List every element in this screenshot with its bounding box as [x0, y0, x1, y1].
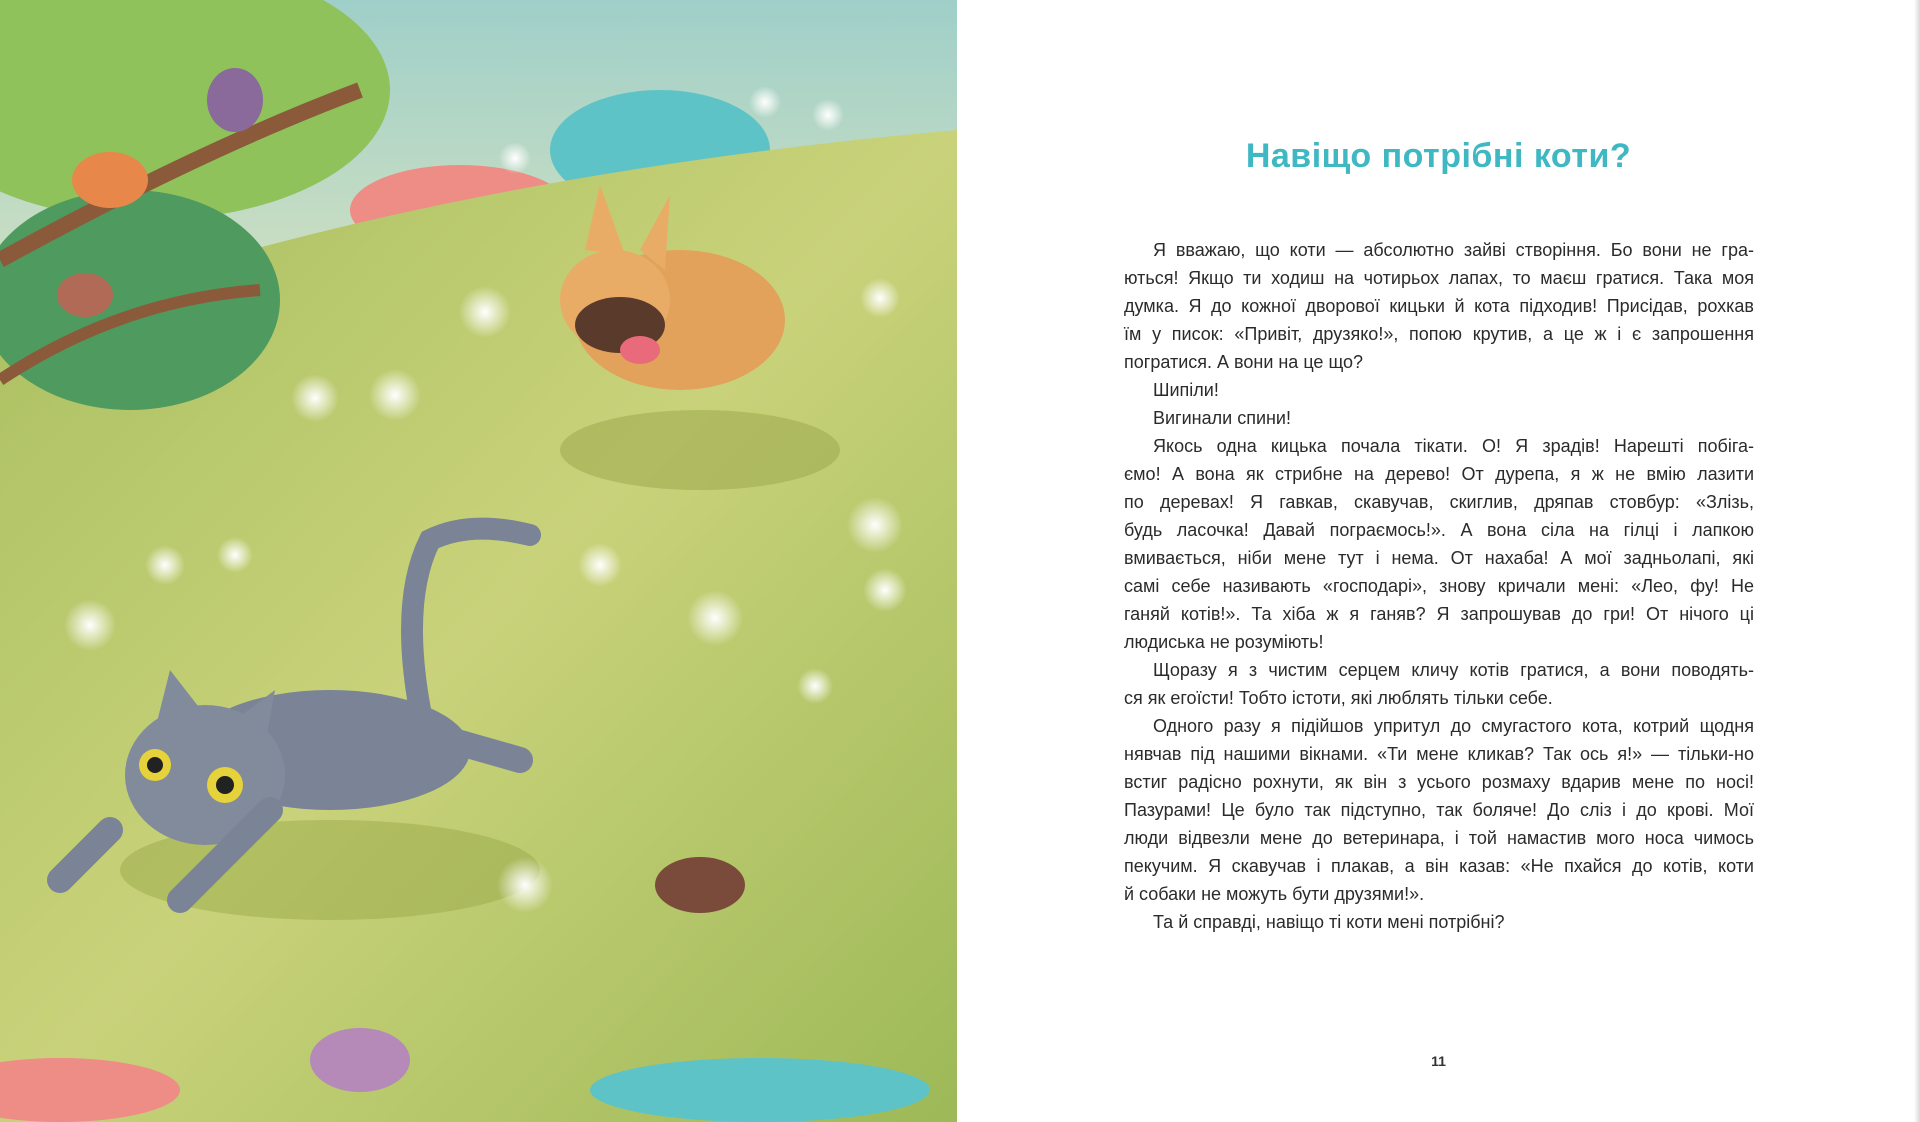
- page-edge: [1914, 0, 1920, 1122]
- paragraph: [1124, 908, 1754, 936]
- text-line: погратися. А вони на це що?: [1124, 352, 1364, 372]
- text-line: Якось одна кицька почала тікати. О! Я зрадів! Нарешті побіга-: [1153, 436, 1754, 456]
- text-line: думка. Я до кожної дворової кицьки й кота підходив! Присідав, рохкав: [1124, 296, 1754, 316]
- paragraph: [1124, 404, 1754, 432]
- text-line: люди відвезли мене до ветеринара, і той намастив мого носа чимось: [1124, 828, 1754, 848]
- text-page: [957, 0, 1920, 1122]
- text-line: їм у писок: «Привіт, друзяко!», попою крутив, а це ж і є запрошення: [1124, 324, 1754, 344]
- book-illustration: [0, 0, 957, 1122]
- text-line: ся як егоїсти! Тобто істоти, які люблять тільки себе.: [1124, 688, 1553, 708]
- paragraph: [1124, 432, 1754, 656]
- text-line: ганяй котів!». Та хіба ж я ганяв? Я запрошував до гри! От нічого ці: [1124, 604, 1754, 624]
- text-line: пекучим. Я скавучав і плакав, а він казав: «Не пхайся до котів, коти: [1124, 856, 1754, 876]
- paragraph: [1124, 656, 1754, 712]
- text-line: людиська не розуміють!: [1124, 632, 1324, 652]
- text-line: будь ласочка! Давай пограємось!». А вона сіла на гілці і лапкою: [1124, 520, 1754, 540]
- text-line: по деревах! Я гавкав, скавучав, скиглив, дряпав стовбур: «Злізь,: [1124, 492, 1754, 512]
- text-line: Пазурами! Це було так підступно, так боляче! До сліз і до крові. Мої: [1124, 800, 1754, 820]
- text-line: Та й справді, навіщо ті коти мені потрібні?: [1153, 912, 1505, 932]
- page-number: 11: [1431, 1053, 1446, 1069]
- text-line: ємо! А вона як стрибне на дерево! От дурепа, я ж не вмію лазити: [1124, 464, 1754, 484]
- text-line: ються! Якщо ти ходиш на чотирьох лапах, то маєш гратися. Така моя: [1124, 268, 1754, 288]
- text-line: встиг радісно рохнути, як він з усього розмаху вдарив мене по носі!: [1124, 772, 1754, 792]
- text-line: Шипіли!: [1153, 380, 1219, 400]
- paragraph: [1124, 712, 1754, 908]
- paragraph: [1124, 236, 1754, 376]
- text-line: й собаки не можуть бути друзями!».: [1124, 884, 1425, 904]
- text-line: Одного разу я підійшов упритул до смугастого кота, котрий щодня: [1153, 716, 1754, 736]
- text-line: Я вважаю, що коти — абсолютно зайві створіння. Бо вони не гра-: [1153, 240, 1754, 260]
- text-line: Вигинали спини!: [1153, 408, 1291, 428]
- text-line: нявчав під нашими вікнами. «Ти мене кликав? Так ось я!» — тільки-но: [1124, 744, 1754, 764]
- text-line: Щоразу я з чистим серцем кличу котів гратися, а вони поводять-: [1153, 660, 1754, 680]
- paragraph: [1124, 376, 1754, 404]
- story-text: [1124, 236, 1754, 936]
- text-line: вмивається, ніби мене тут і нема. От нахаба! А мої задньолапі, які: [1124, 548, 1754, 568]
- text-line: самі себе називають «господарі», знову кричали мені: «Лео, фу! Не: [1124, 576, 1754, 596]
- page-title: Навіщо потрібні коти?: [1245, 137, 1632, 175]
